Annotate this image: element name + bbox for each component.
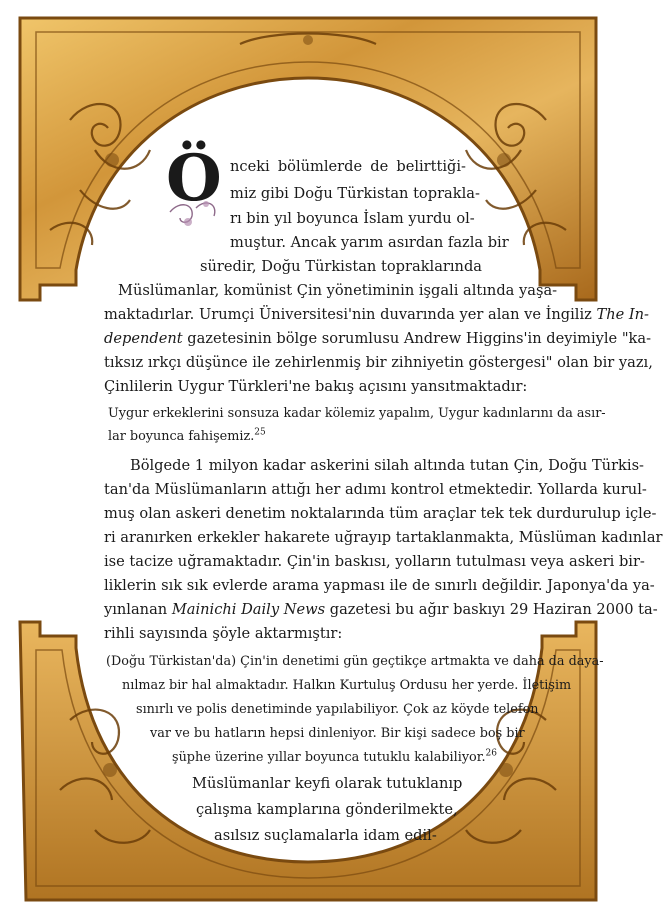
footnote-ref: 26 bbox=[485, 748, 497, 759]
text-line: muş olan askeri denetim noktalarında tüm araçlar tek tek durdurulup içle- bbox=[104, 505, 657, 522]
quote-line: nılmaz bir hal almaktadır. Halkın Kurtuluş Ordusu her yerde. İletişim bbox=[122, 678, 572, 693]
footnote-ref: 25 bbox=[254, 427, 266, 438]
text-line: ri aranırken erkekler hakarete uğrayıp tartaklanmakta, Müslüman kadınlar bbox=[104, 529, 663, 546]
text-line: çalışma kamplarına gönderilmekte, bbox=[196, 801, 458, 818]
text-line: nceki bölümlerde de belirttiği- bbox=[230, 158, 466, 175]
text-line: ise tacize uğramaktadır. Çin'in baskısı, yolların tutulması veya askeri bir- bbox=[104, 553, 645, 570]
quote-line: Uygur erkeklerini sonsuza kadar kölemiz yapalım, Uygur kadınlarını da asır- bbox=[108, 406, 606, 421]
text-line: Çinlilerin Uygur Türkleri'ne bakış açısını yansıtmaktadır: bbox=[104, 378, 528, 395]
text-line: miz gibi Doğu Türkistan toprakla- bbox=[230, 185, 480, 202]
text-line: asılsız suçlamalarla idam edil- bbox=[214, 827, 437, 844]
text-line: muştur. Ancak yarım asırdan fazla bir bbox=[230, 234, 509, 251]
quote-line: lar boyunca fahişemiz.$^{25}$ bbox=[108, 427, 266, 444]
quote-line: var ve bu hatların hepsi dinleniyor. Bir kişi sadece boş bir bbox=[150, 726, 525, 741]
text-line: süredir, Doğu Türkistan topraklarında bbox=[200, 258, 482, 275]
text-line: tıksız ırkçı düşünce ile zehirlenmiş bir zihniyetin göstergesi" olan bir yazı, bbox=[104, 354, 653, 371]
text-line: Bölgede 1 milyon kadar askerini silah altında tutan Çin, Doğu Türkis- bbox=[130, 457, 644, 474]
text-line: dependent gazetesinin bölge sorumlusu Andrew Higgins'in deyimiyle "ka- bbox=[104, 330, 652, 347]
text-line: yınlanan Mainichi Daily News gazetesi bu ağır baskıyı 29 Haziran 2000 ta- bbox=[104, 601, 658, 618]
text-line: rihli sayısında şöyle aktarmıştır: bbox=[104, 625, 343, 642]
drop-cap-letter: Ö bbox=[166, 141, 222, 216]
text-line: liklerin sık sık evlerde arama yapması ile de sınırlı değildir. Japonya'da ya- bbox=[104, 577, 655, 594]
quote-line: sınırlı ve polis denetiminde yapılabiliyor. Çok az köyde telefon bbox=[136, 702, 539, 717]
text-line: maktadırlar. Urumçi Üniversitesi'nin duvarında yer alan ve İngiliz The In- bbox=[104, 306, 649, 323]
text-line: tan'da Müslümanların attığı her adımı kontrol etmektedir. Yollarda kurul- bbox=[104, 481, 647, 498]
quote-line: (Doğu Türkistan'da) Çin'in denetimi gün geçtikçe artmakta ve daha da daya- bbox=[106, 654, 604, 669]
quote-line: şüphe üzerine yıllar boyunca tutuklu kalabiliyor.$^{26}$ bbox=[172, 748, 497, 765]
text-line: Müslümanlar keyfi olarak tutuklanıp bbox=[192, 775, 463, 792]
text-line: rı bin yıl boyunca İslam yurdu ol- bbox=[230, 210, 475, 227]
text-line: Müslümanlar, komünist Çin yönetiminin işgali altında yaşa- bbox=[118, 282, 558, 299]
